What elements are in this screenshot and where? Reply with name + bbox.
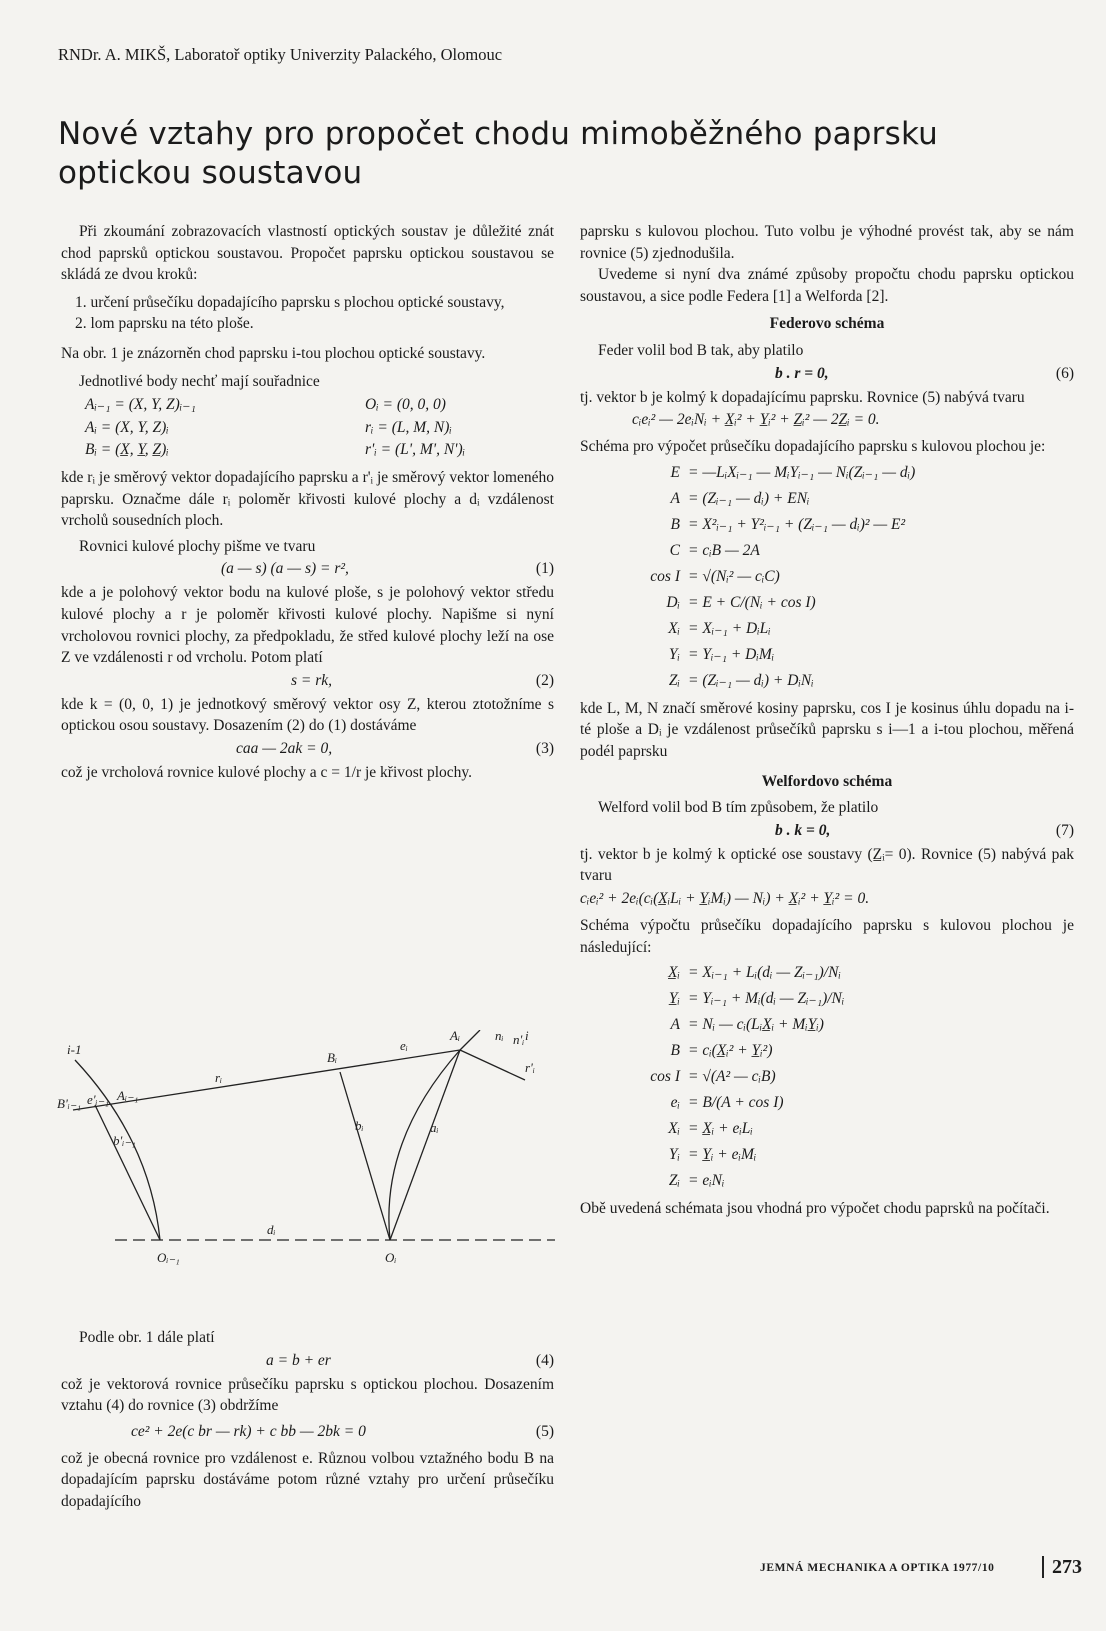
equation-6-formula: b . r = 0, [775,364,829,382]
left-column-top [61,221,554,783]
coord-r-prime: r'ᵢ = (L', M', N')ᵢ [365,441,466,459]
label-d: dᵢ [267,1222,276,1237]
welford-formula-row [580,1144,1074,1170]
intro-paragraph: Při zkoumání zobrazovacích vlastností optických soustav je důležité znát chod paprsků optickou soustavou. Propočet paprsku optickou soustavou se skládá ze dvou kroků: [61,223,554,284]
feder-formula-row [580,540,1074,566]
feder-formula-row-lhs: Xᵢ [668,619,680,637]
vector-b-prime-line [95,1105,160,1240]
welford-formula-row [580,1170,1074,1196]
feder-formula-row-rhs: = —LᵢXᵢ₋₁ — MᵢYᵢ₋₁ — Nᵢ(Zᵢ₋₁ — dᵢ) [688,463,916,481]
coord-b: Bᵢ = (X̲, Y̲, Z̲)ᵢ [85,441,169,459]
coord-a-prev: Aᵢ₋₁ = (X, Y, Z)ᵢ₋₁ [85,396,196,414]
welford-after-paragraph: tj. vektor b je kolmý k optické ose soustavy (Z̲ᵢ= 0). Rovnice (5) nabývá pak tvaru [580,845,1074,885]
equation-2-number: (2) [535,671,554,689]
welford-formula-row-lhs: X̲ᵢ [668,964,680,982]
step-2: 2. lom paprsku na této ploše. [75,315,254,333]
welford-heading: Welfordovo schéma [761,772,893,790]
feder-equation [580,409,1074,435]
label-i: i [525,1030,529,1043]
equation-4-formula: a = b + er [266,1351,331,1369]
equation-1-formula: (a — s) (a — s) = r², [221,560,349,578]
coord-r: rᵢ = (L, M, N)ᵢ [365,418,452,436]
after-eq1-paragraph: kde a je polohový vektor bodu na kulové ploše, s je polohový vektor středu kulové plochy a r je poloměr křivosti kulové plochy. Napišme si nyní vrcholovou rovnici plochy, za předpokladu, že střed kulové plochy leží na ose Z ve vzdálenosti r od vrcholu. Potom platí [61,584,554,667]
label-e-prime: e'ᵢ₋₁ [87,1092,109,1107]
feder-formula-row-rhs: = cᵢB — 2A [688,541,760,559]
feder-formula-row [580,514,1074,540]
label-n: nᵢ [495,1030,504,1043]
refracted-ray-line [460,1050,525,1080]
welford-formula-row-rhs: = Xᵢ₋₁ + Lᵢ(dᵢ — Zᵢ₋₁)/Nᵢ [688,964,841,982]
equation-6 [580,363,1074,386]
welford-formula-row-rhs: = cᵢ(X̲ᵢ² + Y̲ᵢ²) [688,1042,773,1060]
equation-7-number: (7) [1055,821,1074,839]
equation-5-number: (5) [535,1422,554,1440]
label-r-prime-vector: r'ᵢ [525,1060,535,1075]
welford-formula-row-lhs: B [670,1042,680,1060]
step-1: 1. určení průsečíku dopadajícího paprsku s plochou optické soustavy, [75,293,505,311]
left-column-bottom [61,1327,554,1513]
label-b-point: Bᵢ [327,1050,337,1065]
feder-formula-row-rhs: = E + C/(Nᵢ + cos I) [688,593,816,611]
welford-formula-row-rhs: = Y̲ᵢ + eᵢMᵢ [688,1146,757,1164]
after-eq2-paragraph: kde k = (0, 0, 1) je jednotkový směrový vektor osy Z, kterou ztotožníme s optickou osou soustavy. Dosazením (2) do (1) dostáváme [61,695,554,735]
feder-heading: Federovo schéma [769,315,885,333]
sphere-paragraph: Rovnici kulové plochy pišme ve tvaru [79,537,316,555]
welford-intro: Welford volil bod B tím způsobem, že platilo [598,799,879,817]
label-o: Oᵢ [385,1250,397,1265]
welford-formula-row-rhs: = Nᵢ — cᵢ(LᵢX̲ᵢ + MᵢY̲ᵢ) [688,1016,824,1034]
right-column [580,221,1074,1220]
equation-2-formula: s = rk, [291,671,333,689]
feder-formula-row [580,566,1074,592]
welford-formula-row-rhs: = Yᵢ₋₁ + Mᵢ(dᵢ — Zᵢ₋₁)/Nᵢ [688,990,845,1008]
equation-7 [580,820,1074,843]
after-eq3-paragraph: což je vrcholová rovnice kulové plochy a c = 1/r je křivost plochy. [61,763,473,781]
equation-6-number: (6) [1055,364,1074,382]
feder-formula-row-lhs: E [670,463,680,481]
welford-formula-row [580,1066,1074,1092]
equation-4 [61,1350,554,1373]
label-a-vector: aᵢ [430,1120,439,1135]
welford-schema-paragraph: Schéma výpočtu průsečíku dopadajícího paprsku s kulovou plochou je následující: [580,916,1074,956]
after-eq5-paragraph: což je obecná rovnice pro vzdálenost e. Různou volbou vztažného bodu B na dopadajícím paprsku dostáváme potom různé vztahy pro určení průsečíku dopadajícího [61,1449,554,1510]
label-a-prev: Aᵢ₋₁ [117,1088,139,1103]
feder-formula-row-rhs: = √(Nᵢ² — cᵢC) [688,567,780,585]
label-o-prev: Oᵢ₋₁ [157,1250,180,1265]
feder-formula-row [580,670,1074,696]
equation-5 [61,1421,554,1444]
feder-formula-row-rhs: = X²ᵢ₋₁ + Y²ᵢ₋₁ + (Zᵢ₋₁ — dᵢ)² — E² [688,515,906,533]
label-i-minus-1: i-1 [67,1042,82,1057]
equation-3-number: (3) [535,739,554,757]
welford-formula-row-rhs: = X̲ᵢ + eᵢLᵢ [688,1120,753,1138]
coordinates-table [85,394,554,461]
feder-formula-row [580,488,1074,514]
welford-formula-row [580,988,1074,1014]
coords-intro: Jednotlivé body nechť mají souřadnice [79,372,320,390]
vectors-paragraph: kde rᵢ je směrový vektor dopadajícího paprsku a r'ᵢ je směrový vektor lomeného paprsku. Označme dále rᵢ poloměr křivosti kulové plochy a dᵢ vzdálenost vrcholů sousedních ploch. [61,468,554,530]
welford-equation-formula: cᵢeᵢ² + 2eᵢ(cᵢ(X̲ᵢLᵢ + Y̲ᵢMᵢ) — Nᵢ) + X̲ᵢ² + Y̲ᵢ² = 0. [580,889,870,907]
vector-b-line [340,1072,390,1240]
vector-a-line [390,1050,460,1240]
feder-formula-row-rhs: = Yᵢ₋₁ + DᵢMᵢ [688,645,775,663]
feder-schema-paragraph: Schéma pro výpočet průsečíku dopadajícího paprsku s kulovou plochou je: [580,438,1046,456]
welford-formula-row [580,1092,1074,1118]
feder-formula-row [580,618,1074,644]
after-eq4-paragraph: což je vektorová rovnice průsečíku paprsku s optickou plochou. Dosazením vztahu (4) do rovnice (3) obdržíme [61,1375,554,1415]
welford-formula-list [580,962,1074,1196]
label-b-vector: bᵢ [355,1118,364,1133]
equation-5-formula: ce² + 2e(c br — rk) + c bb — 2bk = 0 [131,1422,366,1440]
coord-o: Oᵢ = (0, 0, 0) [365,396,446,414]
label-b-prime: B'ᵢ₋₁ [57,1096,82,1111]
equation-1-number: (1) [535,560,554,578]
welford-formula-row-lhs: A [670,1016,680,1034]
welford-formula-row-lhs: Zᵢ [668,1172,680,1190]
equation-3-formula: caa — 2ak = 0, [236,739,333,757]
conclusion-paragraph: Obě uvedená schémata jsou vhodná pro výpočet chodu paprsků na počítači. [580,1200,1050,1218]
feder-equation-formula: cᵢeᵢ² — 2eᵢNᵢ + X̲ᵢ² + Y̲ᵢ² + Z̲ᵢ² — 2Z̲ᵢ = 0. [632,411,880,429]
feder-formula-row-lhs: Zᵢ [668,671,680,689]
feder-formula-row-lhs: B [670,515,680,533]
equation-7-formula: b . k = 0, [775,821,831,839]
figure-1-ray-diagram [55,1030,575,1270]
welford-formula-row [580,1040,1074,1066]
welford-formula-row-lhs: cos I [650,1068,680,1086]
journal-footer: JEMNÁ MECHANIKA A OPTIKA 1977/10 [760,1562,995,1574]
coord-a: Aᵢ = (X, Y, Z)ᵢ [85,418,169,436]
methods-paragraph: Uvedeme si nyní dva známé způsoby propočtu chodu paprsku optickou soustavou, a sice podle Federa [1] a Welforda [2]. [580,266,1074,305]
label-r-vector: rᵢ [215,1070,223,1085]
feder-formula-row [580,462,1074,488]
welford-equation [580,888,1074,914]
feder-formula-row [580,644,1074,670]
feder-formula-row [580,592,1074,618]
feder-formula-row-lhs: Dᵢ [666,593,680,611]
equation-1 [61,558,554,581]
label-b-prime-vector: b'ᵢ₋₁ [113,1133,136,1148]
label-n-prime: n'ᵢ [513,1032,525,1047]
welford-formula-row [580,1118,1074,1144]
feder-formula-row-lhs: cos I [650,567,680,585]
welford-formula-row-lhs: Xᵢ [668,1120,680,1138]
feder-formula-row-rhs: = (Zᵢ₋₁ — dᵢ) + DᵢNᵢ [688,671,814,689]
normal-line [460,1030,480,1050]
welford-formula-row-lhs: Yᵢ [668,1146,680,1164]
feder-formula-row-lhs: C [669,541,680,559]
welford-formula-row-lhs: Y̲ᵢ [668,990,680,1008]
article-title: Nové vztahy pro propočet chodu mimoběžného paprsku optickou soustavou [58,116,938,191]
continuation-paragraph: paprsku s kulovou plochou. Tuto volbu je výhodné provést tak, aby se nám rovnice (5) zjednodušila. [580,223,1074,262]
figure-paragraph: Podle obr. 1 dále platí [79,1329,215,1346]
label-e: eᵢ [400,1038,408,1053]
feder-note-paragraph: kde L, M, N značí směrové kosiny paprsku, cos I je kosinus úhlu dopadu na i-té ploše a Dᵢ je vzdálenost průsečíků paprsku s i—1 a i-tou plochou, měřená podél paprsku [580,699,1074,760]
welford-formula-row-rhs: = √(A² — cᵢB) [688,1068,776,1086]
equation-3 [61,738,554,761]
feder-formula-row-rhs: = Xᵢ₋₁ + DᵢLᵢ [688,619,771,637]
feder-after-paragraph: tj. vektor b je kolmý k dopadajícímu paprsku. Rovnice (5) nabývá tvaru [580,388,1025,406]
feder-formula-row-lhs: Yᵢ [668,645,680,663]
feder-formula-row-rhs: = (Zᵢ₋₁ — dᵢ) + ENᵢ [688,489,810,507]
page-number: 273 [1042,1556,1082,1578]
author-line: RNDr. A. MIKŠ, Laboratoř optiky Univerzity Palackého, Olomouc [58,45,503,64]
feder-formula-row-lhs: A [670,489,680,507]
feder-intro: Feder volil bod B tak, aby platilo [598,341,804,359]
feder-formula-list [580,462,1074,696]
welford-formula-row-rhs: = eᵢNᵢ [688,1172,725,1190]
equation-4-number: (4) [535,1351,554,1369]
welford-formula-row-rhs: = B/(A + cos I) [688,1094,784,1112]
label-a-point: Aᵢ [450,1030,460,1043]
welford-formula-row [580,962,1074,988]
welford-formula-row [580,1014,1074,1040]
figure-reference: Na obr. 1 je znázorněn chod paprsku i-tou plochou optické soustavy. [61,344,486,362]
welford-formula-row-lhs: eᵢ [670,1094,680,1112]
equation-2 [61,670,554,693]
